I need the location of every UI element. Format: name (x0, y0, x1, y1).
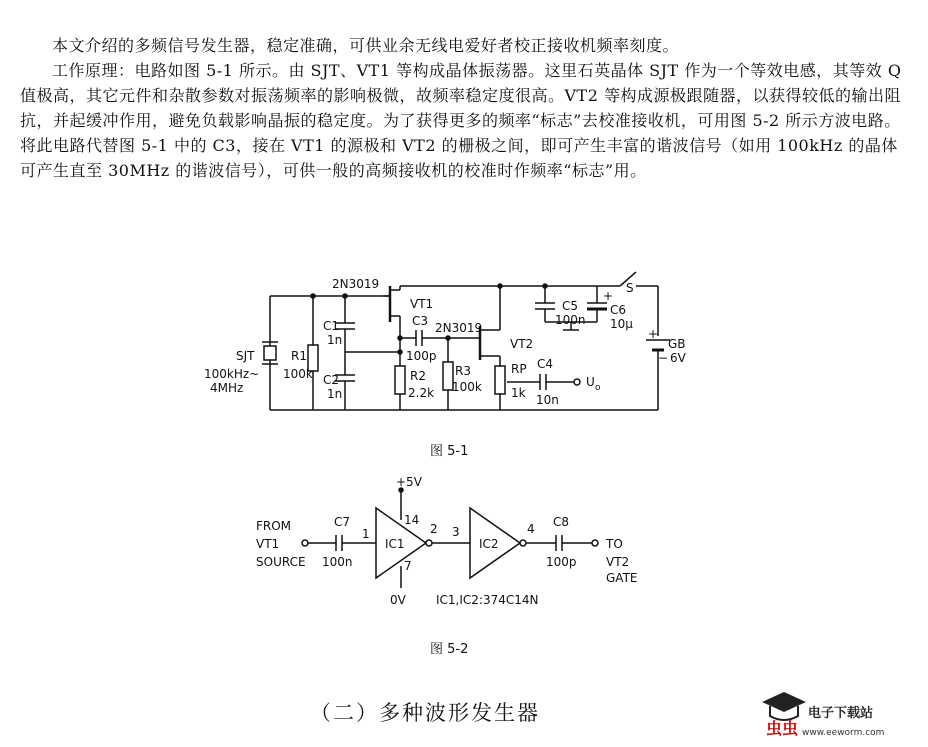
c2-value: 1n (327, 387, 343, 401)
ic2-label: IC2 (479, 537, 499, 551)
c1-label: C1 (323, 319, 340, 333)
pin-2: 2 (430, 522, 438, 536)
rp-value: 1k (511, 386, 526, 400)
intro-paragraph: 本文介绍的多频信号发生器，稳定准确，可供业余无线电爱好者校正接收机频率刻度。 (52, 36, 680, 55)
vt2-label: VT2 (510, 337, 534, 351)
figure-5-2-caption: 图 5-2 (430, 642, 469, 657)
gb-minus: − (658, 351, 669, 365)
r3-value: 100k (452, 380, 482, 394)
pin-14: 14 (404, 513, 420, 527)
watermark-url: www.eeworm.com (802, 728, 885, 738)
c3-label: C3 (412, 314, 429, 328)
c6-label: C6 (610, 303, 627, 317)
c8-value: 100p (546, 555, 577, 569)
section-heading: （二）多种波形发生器 (310, 701, 540, 725)
c7-value: 100n (322, 555, 353, 569)
pin-1: 1 (362, 527, 370, 541)
vt1-label: VT1 (410, 297, 434, 311)
gb-label: GB (668, 337, 686, 351)
pin-3: 3 (452, 525, 460, 539)
c4-value: 10n (536, 393, 559, 407)
from-label-1: FROM (256, 519, 292, 533)
c8-label: C8 (553, 515, 570, 529)
pin-4: 4 (527, 522, 535, 536)
sjt-range-line1: 100kHz~ (204, 367, 260, 381)
c5-label: C5 (562, 299, 579, 313)
switch-label: S (626, 281, 634, 295)
watermark-site-name: 电子下载站 (808, 706, 874, 721)
c2-label: C2 (323, 373, 340, 387)
site-watermark (760, 688, 928, 747)
c3-value: 100p (406, 349, 437, 363)
r2-value: 2.2k (408, 386, 435, 400)
principle-paragraph: 工作原理：电路如图 5-1 所示。由 SJT、VT1 等构成晶体振荡器。这里石英晶体 SJT 作为一个等效电感，其等效 Q 值极高，其它元件和杂散参数对振荡频率的影响极微，故频率稳定度很高。VT2 等构成源极跟随器，以获得较低的输出阻抗，并起缓冲作用，避免负载影响晶振的稳定度。为了获得更多的频率“标志”去校准接收机，可用图 5-2 所示方波电路。将此电路代替图 5-1 中的 C3，接在 VT1 的源极和 VT2 的栅极之间，即可产生丰富的谐波信号（如用 100kHz 的晶体可产生直至 30MHz 的谐波信号），可供一般的高频接收机的校准时作频率“标志”用。 (20, 61, 902, 180)
from-label-2: VT1 (256, 537, 280, 551)
to-label-1: TO (606, 537, 623, 551)
r1-label: R1 (291, 349, 307, 363)
r2-label: R2 (410, 369, 426, 383)
gb-value: 6V (670, 351, 686, 365)
c4-label: C4 (537, 357, 554, 371)
graduation-cap-logo-icon (760, 688, 808, 736)
to-label-2: VT2 (606, 555, 630, 569)
gb-plus: + (648, 327, 659, 341)
from-label-3: SOURCE (256, 555, 306, 569)
output-subscript: o (595, 383, 601, 393)
figure-5-1-caption: 图 5-1 (430, 444, 469, 459)
c7-label: C7 (334, 515, 351, 529)
c6-value: 10μ (610, 317, 633, 331)
output-label: U (586, 375, 595, 389)
pin-7: 7 (404, 559, 412, 573)
r1-value: 100k (283, 367, 313, 381)
vcc-label: +5V (396, 475, 422, 489)
c1-value: 1n (327, 333, 343, 347)
vt2-part-label: 2N3019 (435, 321, 483, 335)
to-label-3: GATE (606, 571, 638, 585)
sjt-label: SJT (236, 349, 255, 363)
parts-note: IC1,IC2:374C14N (436, 593, 539, 607)
ic1-label: IC1 (385, 537, 405, 551)
sjt-range-line2: 4MHz (210, 381, 244, 395)
vt1-part-label: 2N3019 (332, 277, 380, 291)
c5-value: 100n (555, 313, 586, 327)
svg-text:虫虫: 虫虫 (766, 719, 799, 736)
r3-label: R3 (455, 364, 471, 378)
rp-label: RP (511, 362, 527, 376)
c6-plus: + (603, 289, 614, 303)
gnd-label: 0V (390, 593, 406, 607)
